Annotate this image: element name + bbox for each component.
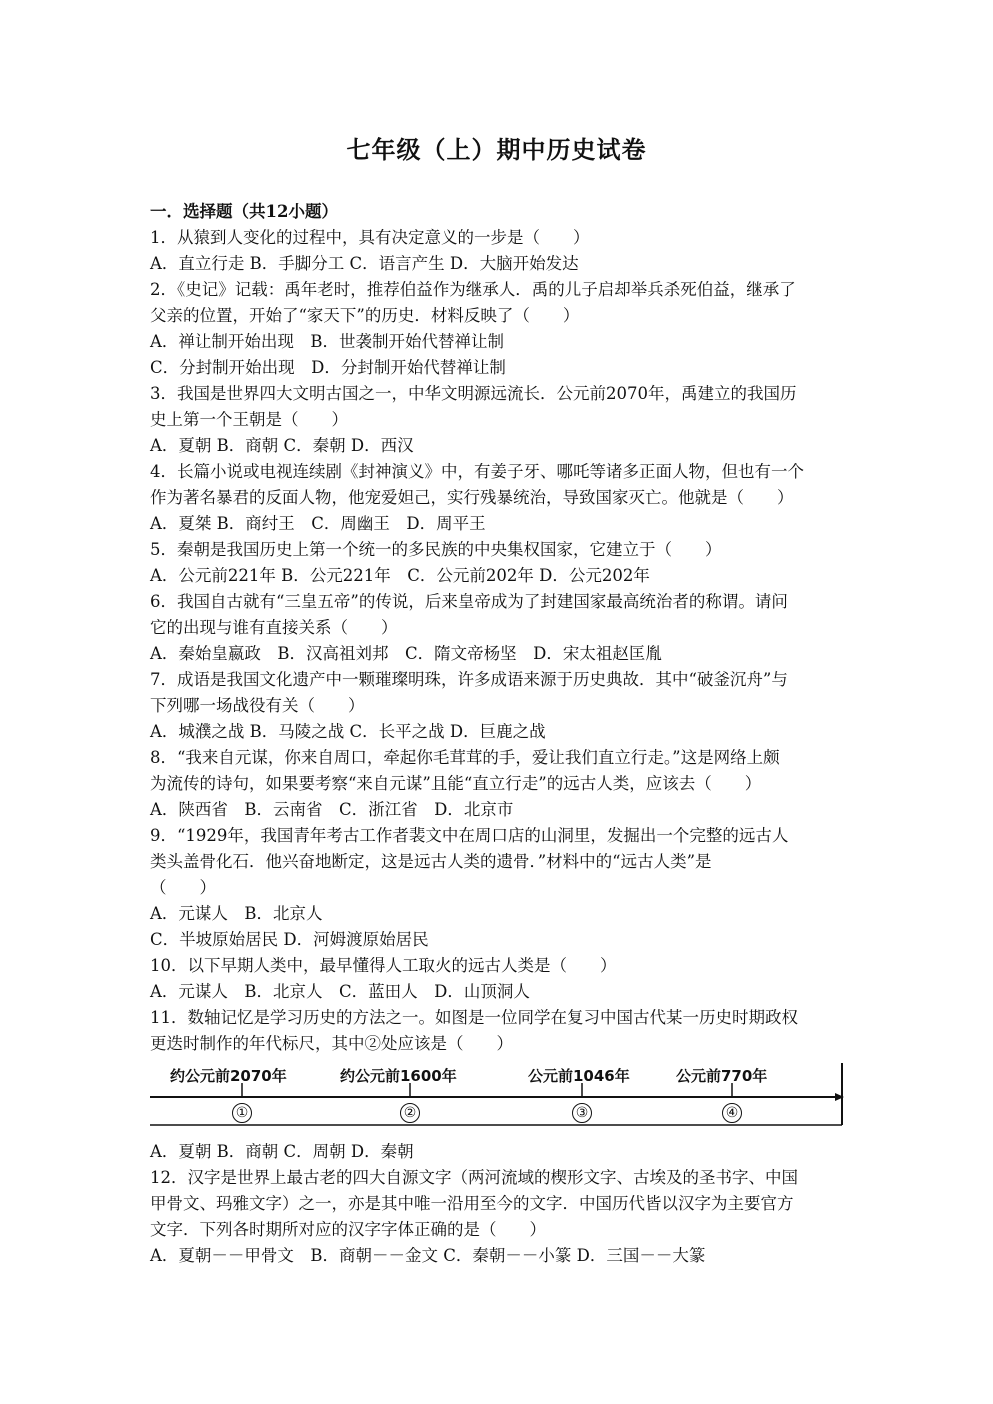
question-line: 类头盖骨化石．他兴奋地断定，这是远古人类的遗骨．”材料中的“远古人类”是: [150, 852, 712, 871]
question-line: 9．“1929年，我国青年考古工作者裴文中在周口店的山洞里，发掘出一个完整的远古人: [150, 826, 789, 845]
question-line: 10．以下早期人类中，最早懂得人工取火的远古人类是（ ）: [150, 956, 617, 975]
timeline-marker: ③: [572, 1103, 592, 1123]
question-line: A．陕西省 B．云南省 C．浙江省 D．北京市: [150, 800, 514, 819]
question-line: A．元谋人 B．北京人 C．蓝田人 D．山顶洞人: [150, 982, 530, 1001]
question-line: 2．《史记》记载：禹年老时，推荐伯益作为继承人．禹的儿子启却举兵杀死伯益，继承了: [150, 280, 796, 299]
question-line: A．夏朝 B．商朝 C．周朝 D．秦朝: [150, 1142, 414, 1161]
timeline-marker: ④: [722, 1103, 742, 1123]
question-line: A．秦始皇嬴政 B．汉高祖刘邦 C．隋文帝杨坚 D．宋太祖赵匡胤: [150, 644, 662, 663]
timeline-label: 约公元前2070年: [170, 1067, 287, 1085]
timeline-label: 约公元前1600年: [340, 1067, 457, 1085]
question-line: A．城濮之战 B．马陵之战 C．长平之战 D．巨鹿之战: [150, 722, 546, 741]
question-line: 父亲的位置，开始了“家天下”的历史．材料反映了（ ）: [150, 306, 580, 325]
question-line: 5．秦朝是我国历史上第一个统一的多民族的中央集权国家，它建立于（ ）: [150, 540, 722, 559]
question-line: 3．我国是世界四大文明古国之一，中华文明源远流长．公元前2070年，禹建立的我国历: [150, 384, 797, 403]
page-title: 七年级（上）期中历史试卷: [346, 135, 647, 164]
question-line: 甲骨文、玛雅文字）之一，亦是其中唯一沿用至今的文字．中国历代皆以汉字为主要官方: [150, 1194, 794, 1213]
question-line: 它的出现与谁有直接关系（ ）: [150, 618, 398, 637]
question-line: A．夏桀 B．商纣王 C．周幽王 D．周平王: [150, 514, 486, 533]
question-line: 7．成语是我国文化遗产中一颗璀璨明珠，许多成语来源于历史典故．其中“破釜沉舟”与: [150, 670, 788, 689]
question-line: A．公元前221年 B．公元221年 C．公元前202年 D．公元202年: [150, 566, 650, 585]
question-line: 史上第一个王朝是（ ）: [150, 410, 348, 429]
question-line: 11．数轴记忆是学习历史的方法之一。如图是一位同学在复习中国古代某一历史时期政权: [150, 1008, 798, 1027]
question-line: 4．长篇小说或电视连续剧《封神演义》中，有姜子牙、哪吒等诸多正面人物，但也有一个: [150, 462, 804, 481]
question-line: 下列哪一场战役有关（ ）: [150, 696, 365, 715]
exam-content: [150, 199, 850, 1269]
question-line: 更迭时制作的年代标尺，其中②处应该是（ ）: [150, 1034, 513, 1053]
question-line: （ ）: [150, 878, 216, 897]
question-line: A．夏朝 B．商朝 C．秦朝 D．西汉: [150, 436, 414, 455]
timeline-marker: ①: [232, 1103, 252, 1123]
timeline-label: 公元前770年: [676, 1067, 768, 1085]
question-line: 作为著名暴君的反面人物，他宠爱妲己，实行残暴统治，导致国家灭亡。他就是（ ）: [150, 488, 794, 507]
question-line: 12．汉字是世界上最古老的四大自源文字（两河流域的楔形文字、古埃及的圣书字、中国: [150, 1168, 798, 1187]
question-line: 文字．下列各时期所对应的汉字字体正确的是（ ）: [150, 1220, 546, 1239]
question-line: C．半坡原始居民 D．河姆渡原始居民: [150, 930, 429, 949]
section-heading: 一．选择题（共12小题）: [150, 202, 338, 221]
questions-part-2: [150, 1139, 850, 1269]
question-line: 8．“我来自元谋，你来自周口，牵起你毛茸茸的手，爱让我们直立行走。”这是网络上颇: [150, 748, 780, 767]
question-line: A．元谋人 B．北京人: [150, 904, 323, 923]
questions-part-1: [150, 225, 850, 1057]
question-line: 1．从猿到人变化的过程中，具有决定意义的一步是（ ）: [150, 228, 590, 247]
timeline-figure: [150, 1063, 845, 1127]
question-line: A．直立行走 B．手脚分工 C．语言产生 D．大脑开始发达: [150, 254, 579, 273]
question-line: 6．我国自古就有“三皇五帝”的传说，后来皇帝成为了封建国家最高统治者的称谓。请问: [150, 592, 788, 611]
question-line: A．禅让制开始出现 B．世袭制开始代替禅让制: [150, 332, 505, 351]
question-line: C．分封制开始出现 D．分封制开始代替禅让制: [150, 358, 506, 377]
timeline-marker: ②: [400, 1103, 420, 1123]
question-line: A．夏朝－－甲骨文 B．商朝－－金文 C．秦朝－－小篆 D．三国－－大篆: [150, 1246, 706, 1265]
question-line: 为流传的诗句，如果要考察“来自元谋”且能“直立行走”的远古人类，应该去（ ）: [150, 774, 762, 793]
timeline-label: 公元前1046年: [528, 1067, 630, 1085]
